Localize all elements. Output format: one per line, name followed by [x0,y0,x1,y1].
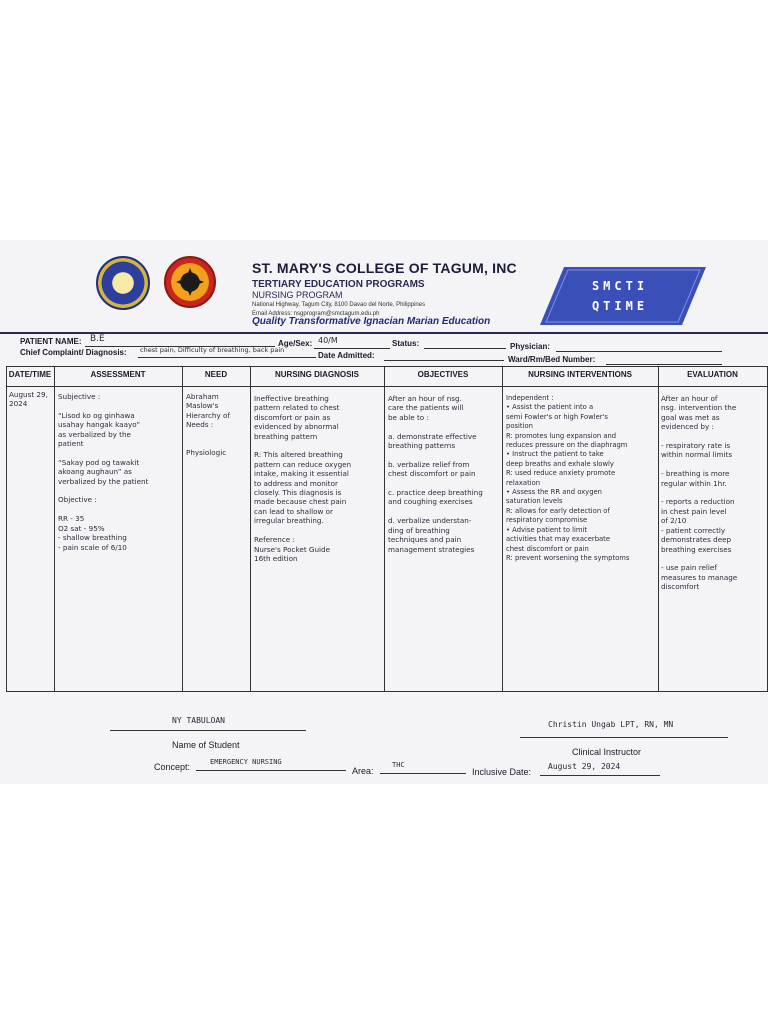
cell-date: August 29, 2024 [9,390,48,409]
instructor-signature-line [520,737,728,738]
table-top-border [6,366,768,367]
smcti-qtime-banner [540,267,706,325]
col-border [658,366,659,692]
concept-label: Concept: [154,762,191,772]
date-admitted-label: Date Admitted: [318,351,375,360]
cell-objectives: After an hour of nsg. care the patients will be able to : a. demonstrate effective breathing patterns b. verbalize relief from chest discomfort or pain c. practice deep breathing and coughing exercises d. verbalize understan- ding of breathing techniques and pain management strategies [388,394,483,554]
inclusive-date-value: August 29, 2024 [548,762,621,771]
header-assessment: ASSESSMENT [90,370,146,379]
instructor-signature: Christin Ungab LPT, RN, MN [548,720,674,729]
college-header [252,260,517,318]
header-evaluation: EVALUATION [687,370,738,379]
chief-complaint-label: Chief Complaint/ Diagnosis: [20,348,127,357]
col-border [182,366,183,692]
age-sex-value: 40/M [318,336,338,345]
ward-label: Ward/Rm/Bed Number: [508,355,596,364]
nursing-program-seal-logo [164,256,216,308]
college-email: Email Address: nsgprogram@smctagum.edu.ph [252,311,380,317]
patient-name-label: PATIENT NAME: [20,337,82,346]
nursing-care-plan-table [6,366,768,692]
header-date-time: DATE/TIME [8,370,52,379]
status-line [424,348,506,349]
program-line-1: TERTIARY EDUCATION PROGRAMS [252,279,425,290]
college-seal-logo [96,256,150,310]
header-nursing-diagnosis: NURSING DIAGNOSIS [274,370,359,379]
physician-label: Physician: [510,342,551,351]
student-signature: NY TABULOAN [172,716,225,725]
physician-line [556,351,722,352]
table-bottom-border [6,691,768,692]
care-plan-sheet [0,240,768,784]
banner-line-1: SMCTI [591,279,649,293]
inclusive-date-label: Inclusive Date: [472,767,532,777]
concept-line [196,770,346,771]
concept-value: EMERGENCY NURSING [210,758,282,766]
cell-nursing-interventions: Independent : • Assist the patient into a semi Fowler's or high Fowler's position R: promotes lung expansion and reduces pressure on the diaphragm • Instruct the patient to take deep breaths and exhale slowly R: used reduce anxiety promote relaxation • Assess the RR and oxygen saturation levels R: allows for early detection of respiratory compromise • Advise patient to limit activities that may exacerbate chest discomfort or pain R: prevent worsening the symptoms [506,394,630,562]
header-need: NEED [204,370,228,379]
program-line-2: NURSING PROGRAM [252,290,343,300]
cross-icon [166,258,214,306]
banner-line-2: QTIME [591,299,649,313]
header-divider [0,332,768,334]
date-admitted-line [384,360,504,361]
inclusive-date-line [540,775,660,776]
table-header-border [6,386,768,387]
cell-nursing-diagnosis: Ineffective breathing pattern related to chest discomfort or pain as evidenced by abnormal breathing pattern R: This altered breathing pattern can reduce oxygen intake, making it essential to address and monitor closely. This diagnosis is made because chest pain can lead to shallow or irregular breathing. Reference : Nurse's Pocket Guide 16th edition [254,394,352,563]
chief-complaint-line [138,357,316,358]
ward-line [606,364,722,365]
col-border [384,366,385,692]
student-label: Name of Student [172,740,240,750]
age-sex-label: Age/Sex: [278,339,313,348]
col-border [6,366,7,692]
cell-assessment: Subjective : “Lisod ko og ginhawa usahay hangak kaayo” as verbalized by the patient “Sakay pod og tawakit akoang aughaun” as verbalized by the patient Objective : RR - 35 O2 sat - 95% - shallow breathing - pain scale of 6/10 [58,392,149,552]
cell-need: Abraham Maslow's Hierarchy of Needs : Physiologic [186,392,230,458]
patient-name-value: B.E [90,334,105,344]
chief-complaint-value: chest pain, Difficulty of breathing, back pain [140,346,285,354]
college-address: National Highway, Tagum City, 8100 Davao del Norte, Philippines [252,302,426,308]
header-objectives: OBJECTIVES [417,370,469,379]
header-nursing-interventions: NURSING INTERVENTIONS [528,370,632,379]
col-border [502,366,503,692]
college-name: ST. MARY'S COLLEGE OF TAGUM, INC [252,260,517,276]
area-value: THC [392,761,405,769]
age-sex-line [314,348,390,349]
area-label: Area: [352,766,374,776]
status-label: Status: [392,339,420,348]
col-border [250,366,251,692]
instructor-label: Clinical Instructor [572,747,642,757]
college-motto: Quality Transformative Ignacian Marian Education [252,316,491,327]
student-signature-line [110,730,306,731]
area-line [380,773,466,774]
cell-evaluation: After an hour of nsg. intervention the goal was met as evidenced by : - respiratory rate is within normal limits - breathing is more regular within 1hr. - reports a reduction in chest pain level of 2/10 - patient correctly demonstrates deep breathing exercises - use pain relief measures to manage discomfort [661,394,738,592]
col-border [54,366,55,692]
